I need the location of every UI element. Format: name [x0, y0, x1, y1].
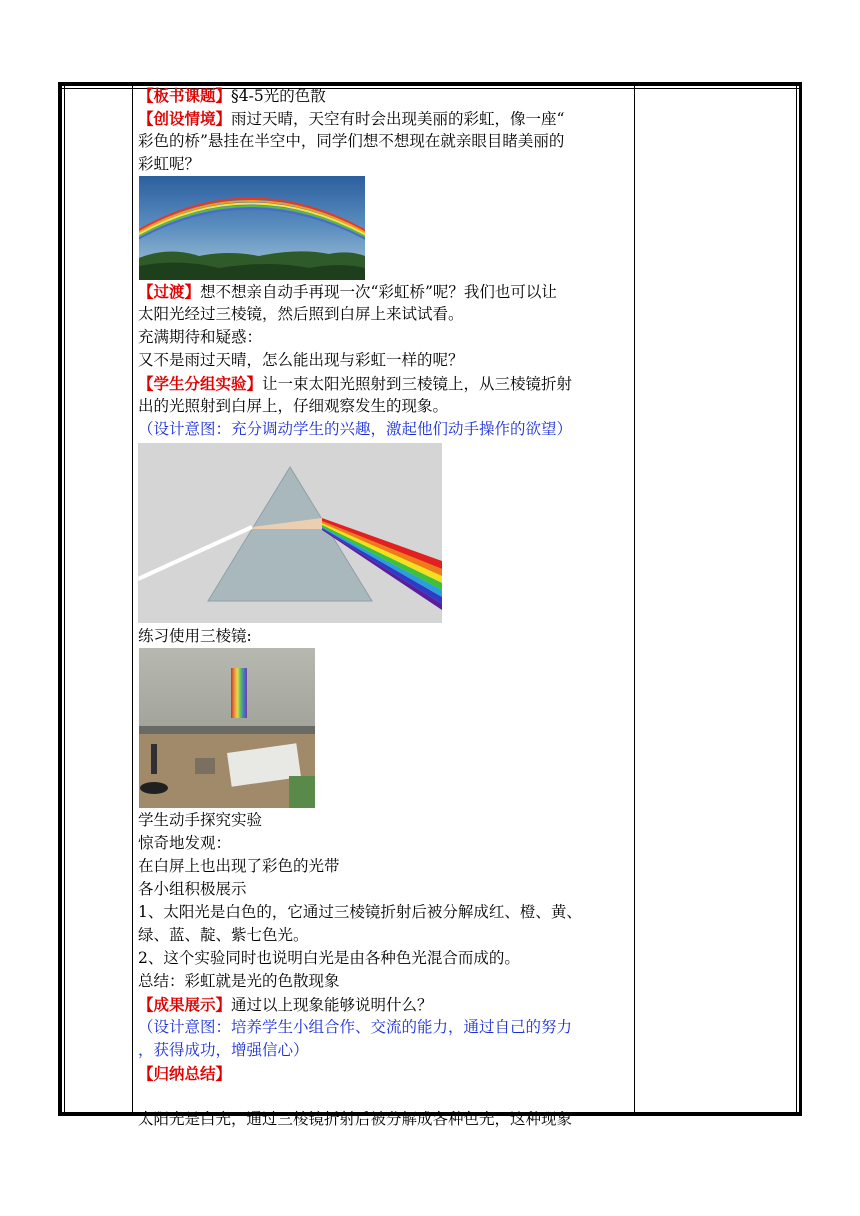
line-point-1-cont: 绿、蓝、靛、紫七色光。 — [138, 926, 309, 944]
line-transition — [138, 280, 628, 303]
line-experiment — [138, 372, 628, 395]
tag-transition: 【过渡】 — [138, 282, 201, 301]
table-left-border — [58, 86, 62, 1116]
scenario-text-1: 雨过天晴，天空有时会出现美丽的彩虹，像一座“ — [231, 110, 565, 128]
line-point-1: 1、太阳光是白色的，它通过三棱镜折射后被分解成红、橙、黄、 — [138, 903, 582, 921]
rainbow-photo — [138, 176, 628, 280]
blank-line — [138, 1085, 628, 1108]
line-question: 又不是雨过天晴，怎么能出现与彩虹一样的呢？ — [138, 351, 464, 369]
line-colored-band: 在白屏上也出现了彩色的光带 — [138, 857, 340, 875]
line-scenario-3: 彩虹呢？ — [138, 155, 201, 173]
experiment-text-1: 让一束太阳光照射到三棱镜上，从三棱镜折射 — [262, 375, 573, 393]
tag-result: 【成果展示】 — [138, 995, 232, 1014]
line-design-intent-2-cont: ，获得成功，增强信心） — [138, 1041, 309, 1059]
experiment-photo — [138, 648, 628, 809]
line-result — [138, 993, 628, 1016]
line-explore: 学生动手探究实验 — [138, 811, 263, 829]
tag-conclusion: 【归纳总结】 — [138, 1064, 232, 1083]
line-design-intent-1: （设计意图：充分调动学生的兴趣，激起他们动手操作的欲望） — [138, 420, 573, 438]
line-point-2: 2、这个实验同时也说明白光是由各种色光混合而成的。 — [138, 949, 520, 967]
line-design-intent-2: （设计意图：培养学生小组合作、交流的能力，通过自己的努力 — [138, 1018, 573, 1036]
line-summary: 总结：彩虹就是光的色散现象 — [138, 972, 340, 990]
line-transition-2: 太阳光经过三棱镜，然后照到白屏上来试试看。 — [138, 305, 464, 323]
line-lesson-title — [138, 84, 628, 107]
lesson-title-text: §4-5光的色散 — [231, 87, 326, 105]
line-scenario — [138, 107, 628, 130]
column-divider-1 — [132, 86, 133, 1116]
tag-lesson-title: 【板书课题】 — [138, 86, 232, 105]
transition-text-1: 想不想亲自动手再现一次“彩虹桥”呢？我们也可以让 — [200, 283, 557, 301]
table-right-inner-border — [796, 86, 797, 1116]
result-text: 通过以上现象能够说明什么？ — [231, 996, 433, 1014]
prism-diagram — [138, 443, 628, 625]
tag-experiment: 【学生分组实验】 — [138, 374, 263, 393]
line-group-show: 各小组积极展示 — [138, 880, 247, 898]
line-discover: 惊奇地发观： — [138, 834, 232, 852]
line-expectation: 充满期待和疑惑： — [138, 328, 263, 346]
line-scenario-2: 彩色的桥”悬挂在半空中，同学们想不想现在就亲眼目睹美丽的 — [138, 132, 565, 150]
line-practice: 练习使用三棱镜: — [138, 627, 252, 645]
line-conclusion-heading — [138, 1062, 628, 1085]
line-conclusion: 太阳光是白光，通过三棱镜折射后被分解成各种色光，这种现象 — [138, 1110, 573, 1128]
table-left-inner-border — [64, 86, 65, 1116]
column-divider-2 — [634, 86, 635, 1116]
tag-scenario: 【创设情境】 — [138, 109, 232, 128]
lesson-content-cell — [138, 84, 628, 1131]
table-right-border — [799, 86, 802, 1116]
line-experiment-2: 出的光照射到白屏上，仔细观察发生的现象。 — [138, 397, 449, 415]
